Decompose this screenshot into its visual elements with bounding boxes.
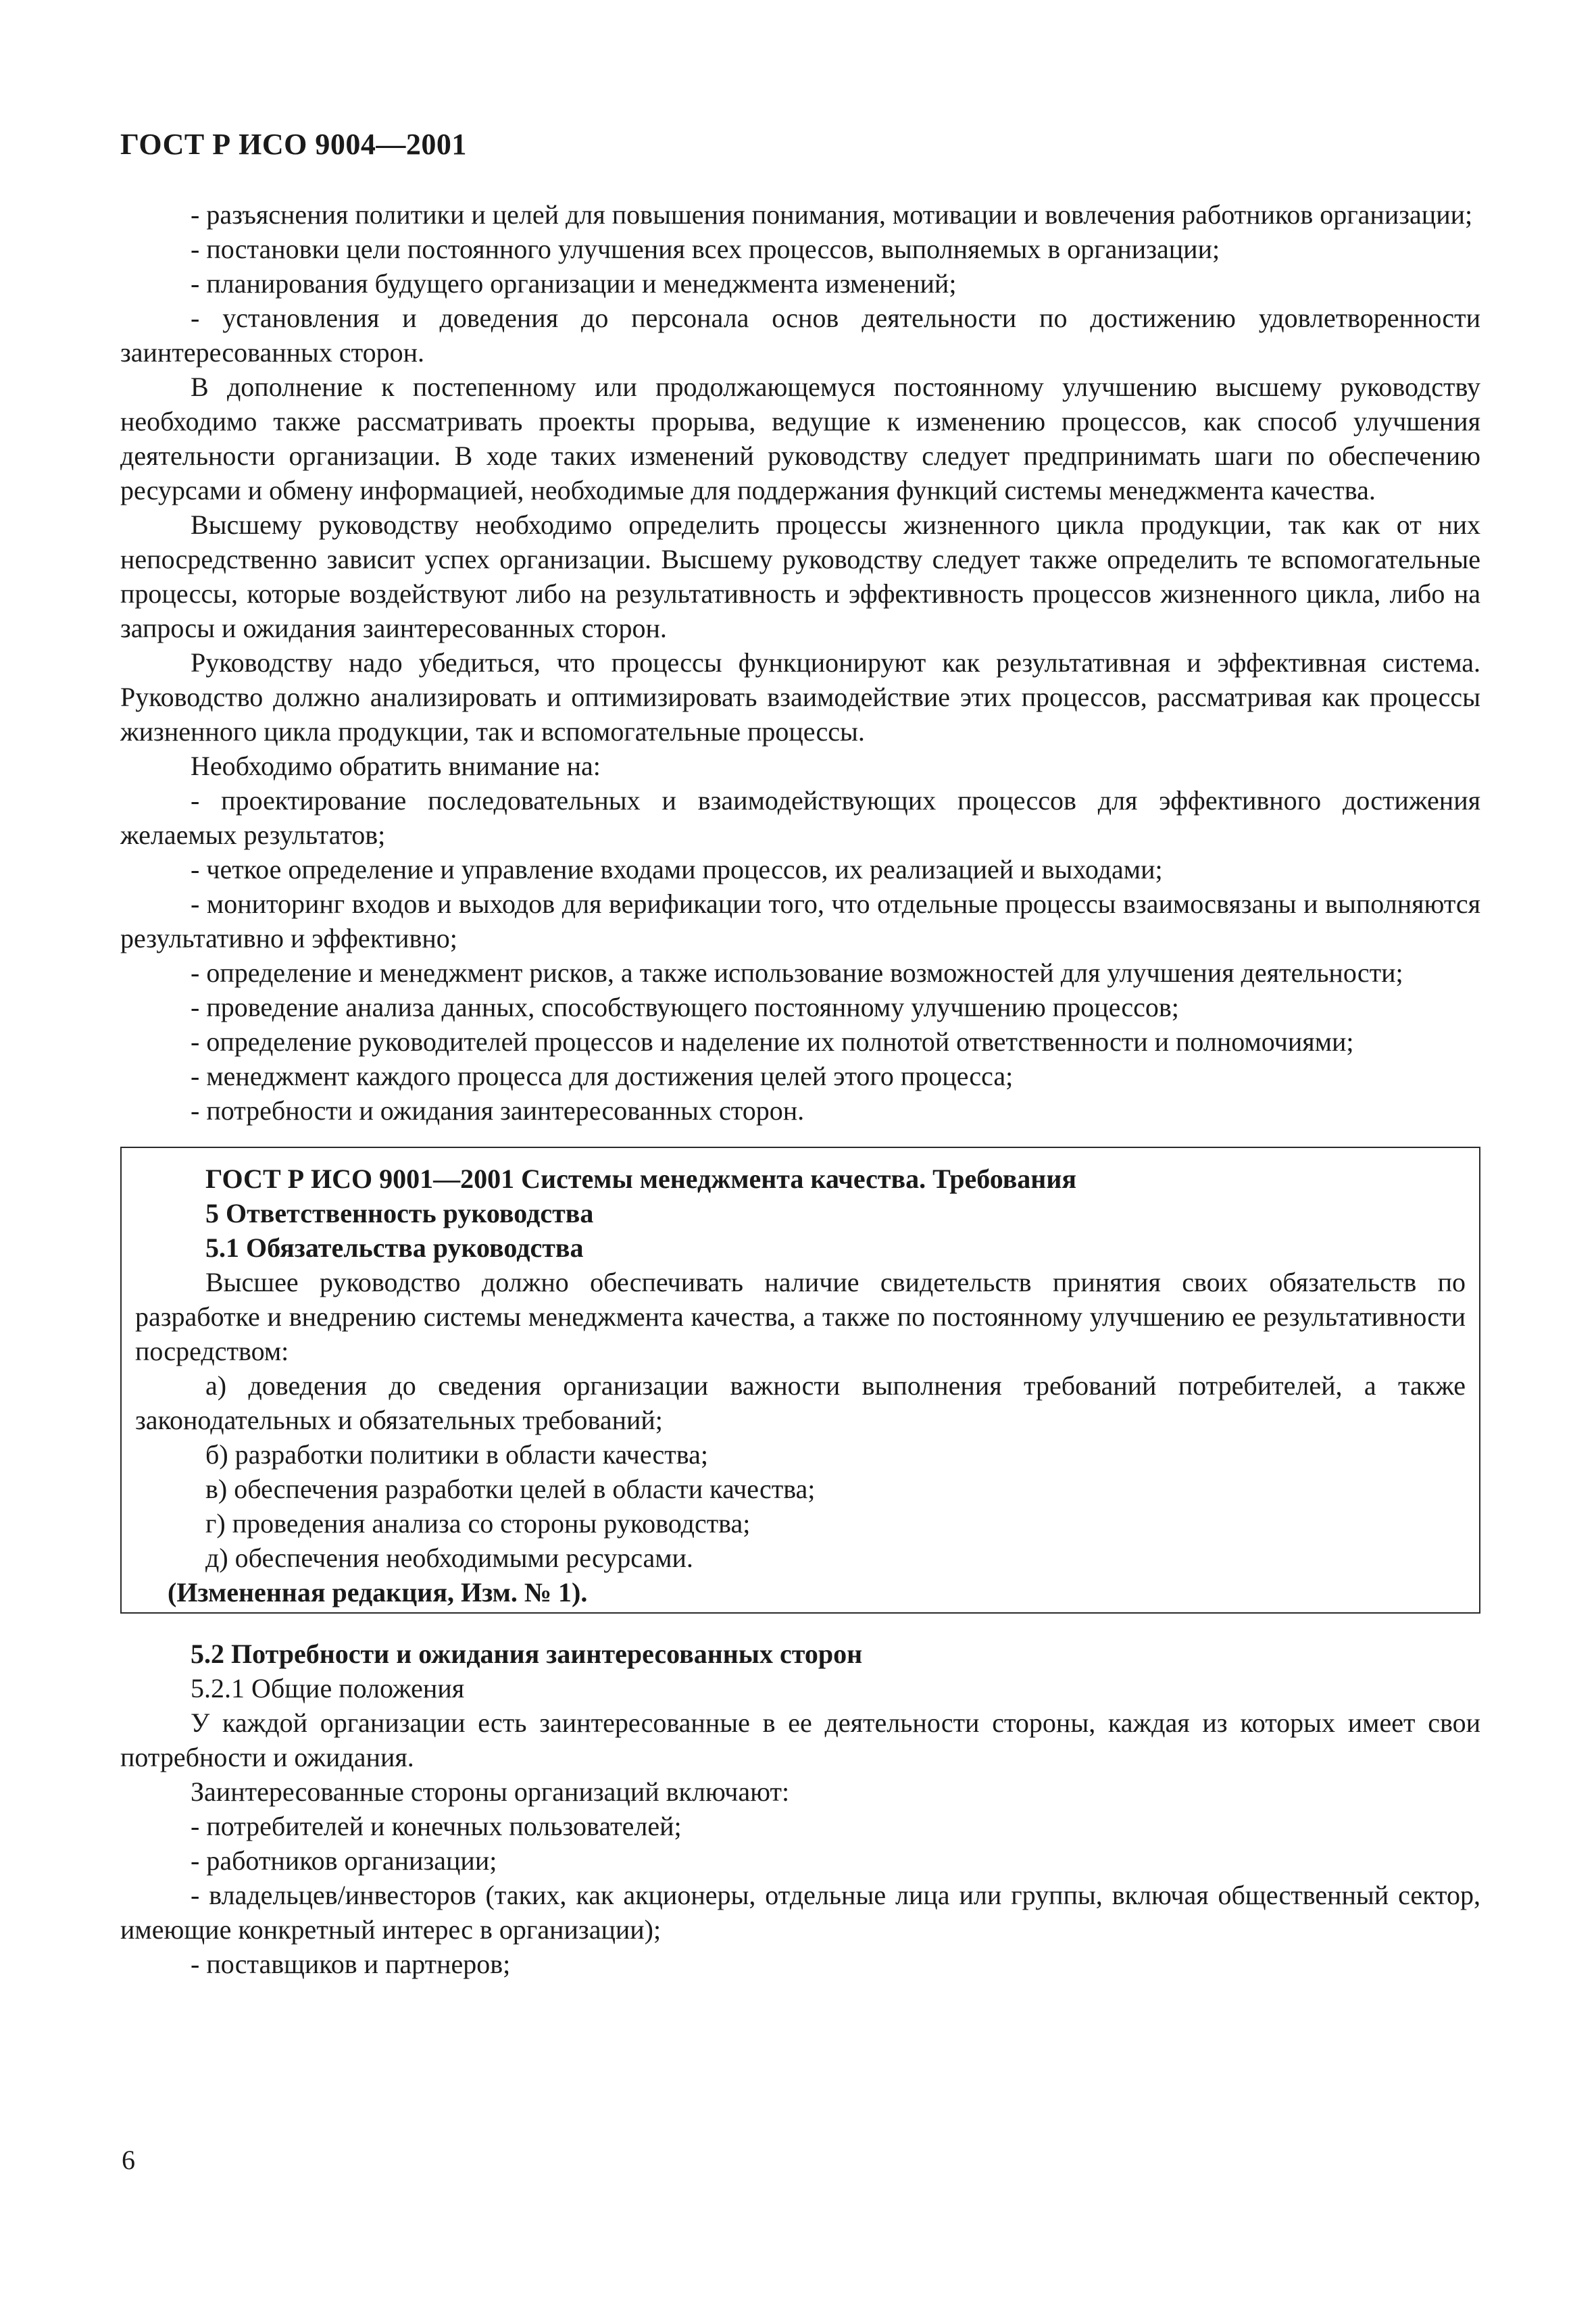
- box-list-item: б) разработки политики в области качества;: [205, 1439, 709, 1470]
- paragraph: - работников организации;: [191, 1845, 497, 1876]
- box-amendment-note: (Измененная редакция, Изм. № 1).: [168, 1577, 588, 1608]
- paragraph: Руководству надо убедиться, что процессы функционируют как результативная и эффективная система. Руководство должно анализировать и оптимизировать взаимодействие этих процессов, рассматривая как процессы жизненного цикла продукции, так и вспомогательные процессы.: [120, 647, 1480, 747]
- section-heading: 5.2 Потребности и ожидания заинтересованных сторон: [191, 1639, 863, 1669]
- paragraph: - установления и доведения до персонала основ деятельности по достижению удовлетворенности заинтересованных сторон.: [120, 303, 1480, 368]
- box-list-item: д) обеспечения необходимыми ресурсами.: [205, 1543, 693, 1573]
- paragraph: - планирования будущего организации и менеджмента изменений;: [191, 268, 957, 299]
- box-intro: Высшее руководство должно обеспечивать наличие свидетельств принятия своих обязательств по разработке и внедрению системы менеджмента качества, а также по постоянному улучшению ее результативности посредством:: [135, 1267, 1466, 1366]
- paragraph: - постановки цели постоянного улучшения всех процессов, выполняемых в организации;: [191, 234, 1220, 264]
- box-list-item: г) проведения анализа со стороны руководства;: [205, 1508, 751, 1539]
- paragraph: - менеджмент каждого процесса для достижения целей этого процесса;: [191, 1061, 1014, 1091]
- box-subsection-heading: 5.1 Обязательства руководства: [205, 1233, 584, 1263]
- box-section-heading: 5 Ответственность руководства: [205, 1198, 594, 1228]
- paragraph: - поставщиков и партнеров;: [191, 1949, 511, 1979]
- paragraph: - потребности и ожидания заинтересованных сторон.: [191, 1095, 805, 1126]
- quoted-standard-box: [120, 1147, 1480, 1614]
- paragraph: - разъяснения политики и целей для повышения понимания, мотивации и вовлечения работников организации;: [191, 199, 1473, 230]
- box-title: ГОСТ Р ИСО 9001—2001 Системы менеджмента качества. Требования: [205, 1164, 1077, 1194]
- paragraph: - мониторинг входов и выходов для верификации того, что отдельные процессы взаимосвязаны и выполняются результативно и эффективно;: [120, 889, 1480, 953]
- paragraph: - четкое определение и управление входами процессов, их реализацией и выходами;: [191, 854, 1163, 885]
- paragraph: Необходимо обратить внимание на:: [191, 751, 601, 781]
- paragraph: Высшему руководству необходимо определить процессы жизненного цикла продукции, так как от них непосредственно зависит успех организации. Высшему руководству следует также определить те вспомогательные процессы, которые воздействуют либо на результативность и эффективность процессов жизненного цикла, либо на запросы и ожидания заинтересованных сторон.: [120, 509, 1480, 643]
- document-header: ГОСТ Р ИСО 9004—2001: [120, 128, 467, 161]
- paragraph: - владельцев/инвесторов (таких, как акционеры, отдельные лица или группы, включая общественный сектор, имеющие конкретный интерес в организации);: [120, 1880, 1480, 1945]
- paragraph: - проведение анализа данных, способствующего постоянному улучшению процессов;: [191, 992, 1179, 1022]
- paragraph: В дополнение к постепенному или продолжающемуся постоянному улучшению высшему руководству необходимо также рассматривать проекты прорыва, ведущие к изменению процессов, как способ улучшения деятельности организации. В ходе таких изменений руководству следует предпринимать шаги по обеспечению ресурсами и обмену информацией, необходимые для поддержания функций системы менеджмента качества.: [120, 372, 1480, 505]
- paragraph: - определение и менеджмент рисков, а также использование возможностей для улучшения деятельности;: [191, 957, 1403, 988]
- box-list-item: а) доведения до сведения организации важности выполнения требований потребителей, а также законодательных и обязательных требований;: [135, 1370, 1466, 1435]
- paragraph: - потребителей и конечных пользователей;: [191, 1811, 682, 1841]
- box-list-item: в) обеспечения разработки целей в области качества;: [205, 1474, 816, 1504]
- paragraph: Заинтересованные стороны организаций включают:: [191, 1776, 790, 1807]
- paragraph: - проектирование последовательных и взаимодействующих процессов для эффективного достижения желаемых результатов;: [120, 785, 1480, 850]
- page-number: 6: [122, 2145, 135, 2175]
- paragraph: - определение руководителей процессов и наделение их полнотой ответственности и полномочиями;: [191, 1026, 1354, 1057]
- subsection-heading: 5.2.1 Общие положения: [191, 1673, 465, 1703]
- document-body: [120, 197, 1480, 1981]
- paragraph: У каждой организации есть заинтересованные в ее деятельности стороны, каждая из которых имеет свои потребности и ожидания.: [120, 1708, 1480, 1772]
